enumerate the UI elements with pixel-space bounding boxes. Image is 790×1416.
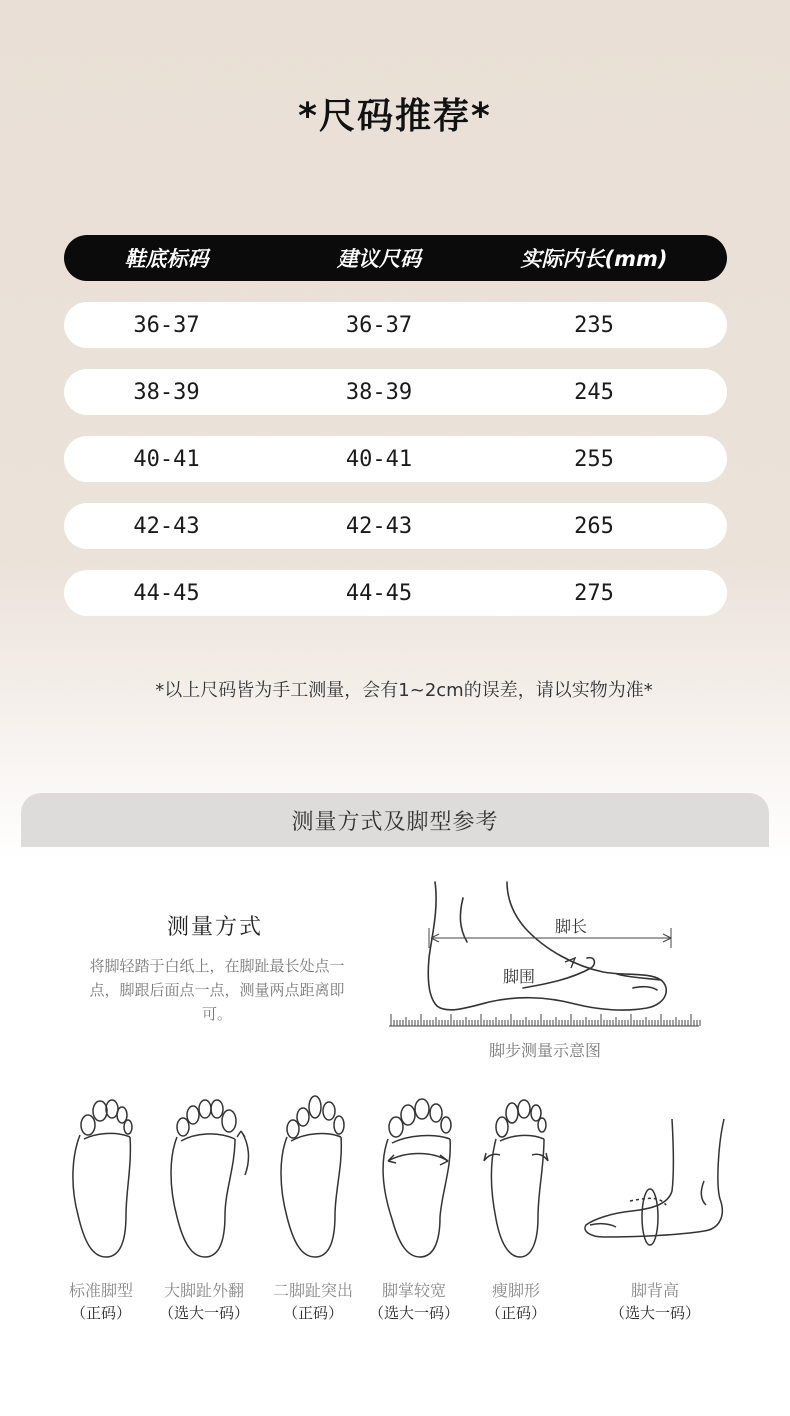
recommended-size-cell: 44-45 <box>345 580 413 606</box>
page-title: *尺码推荐* <box>298 96 492 137</box>
sole-size-cell: 42-43 <box>133 513 200 539</box>
inner-length-cell: 235 <box>574 312 614 338</box>
recommended-size-cell: 42-43 <box>345 513 413 539</box>
sole-size-cell: 38-39 <box>133 379 200 405</box>
header-inner-length: 实际内长(mm) <box>520 247 668 271</box>
section-title-bar <box>21 793 769 847</box>
girth-label: 脚围 <box>502 967 536 986</box>
foot-type-sub: （正码） <box>70 1304 131 1322</box>
table-row <box>64 436 727 482</box>
foot-side-icon <box>428 882 666 1010</box>
standard-foot-icon <box>66 1095 136 1260</box>
inner-length-cell: 255 <box>574 446 614 472</box>
sole-size-cell: 44-45 <box>133 580 200 606</box>
high-instep-foot-icon <box>580 1095 730 1260</box>
table-row <box>64 302 727 348</box>
recommended-size-cell: 36-37 <box>345 312 413 338</box>
foot-type-sub: （正码） <box>282 1304 343 1322</box>
inner-length-cell: 275 <box>574 580 614 606</box>
inner-length-cell: 265 <box>574 513 614 539</box>
sole-size-cell: 36-37 <box>133 312 200 338</box>
foot-type-sub: （选大一码） <box>158 1304 249 1322</box>
foot-type-label: 脚掌较宽 <box>381 1281 446 1300</box>
foot-type-label: 标准脚型 <box>68 1281 133 1300</box>
foot-type-sub: （选大一码） <box>609 1304 700 1322</box>
method-text: 将脚轻踏于白纸上，在脚趾最长处点一点，脚跟后面点一点，测量两点距离即可。 <box>89 957 345 1023</box>
foot-type-label: 瘦脚形 <box>491 1281 540 1300</box>
recommended-size-cell: 40-41 <box>345 446 413 472</box>
size-table-header <box>64 235 727 281</box>
diagram-caption: 脚步测量示意图 <box>488 1041 601 1060</box>
ruler-icon <box>389 1014 700 1026</box>
table-row <box>64 369 727 415</box>
second-toe-foot-icon <box>275 1095 350 1260</box>
foot-type-sub: （选大一码） <box>368 1304 459 1322</box>
table-row <box>64 570 727 616</box>
section-title: 测量方式及脚型参考 <box>291 809 499 835</box>
method-title: 测量方式 <box>166 915 263 940</box>
recommended-size-cell: 38-39 <box>345 379 413 405</box>
wide-foot-icon <box>378 1095 458 1260</box>
sole-size-cell: 40-41 <box>133 446 200 472</box>
foot-type-label: 大脚趾外翻 <box>163 1281 244 1300</box>
length-arrow <box>429 928 671 948</box>
length-label: 脚长 <box>554 917 588 936</box>
table-row <box>64 503 727 549</box>
foot-type-label: 二脚趾突出 <box>272 1281 353 1300</box>
measurement-note: *以上尺码皆为手工测量，会有1~2cm的误差，请以实物为准* <box>155 680 653 701</box>
bunion-foot-icon <box>165 1095 255 1260</box>
inner-length-cell: 245 <box>574 379 614 405</box>
header-recommended-size: 建议尺码 <box>337 247 421 271</box>
foot-type-sub: （正码） <box>485 1304 546 1322</box>
header-sole-size: 鞋底标码 <box>124 247 209 271</box>
narrow-foot-icon <box>480 1095 555 1260</box>
foot-measure-diagram <box>385 880 705 1030</box>
foot-type-label: 脚背高 <box>630 1281 679 1300</box>
